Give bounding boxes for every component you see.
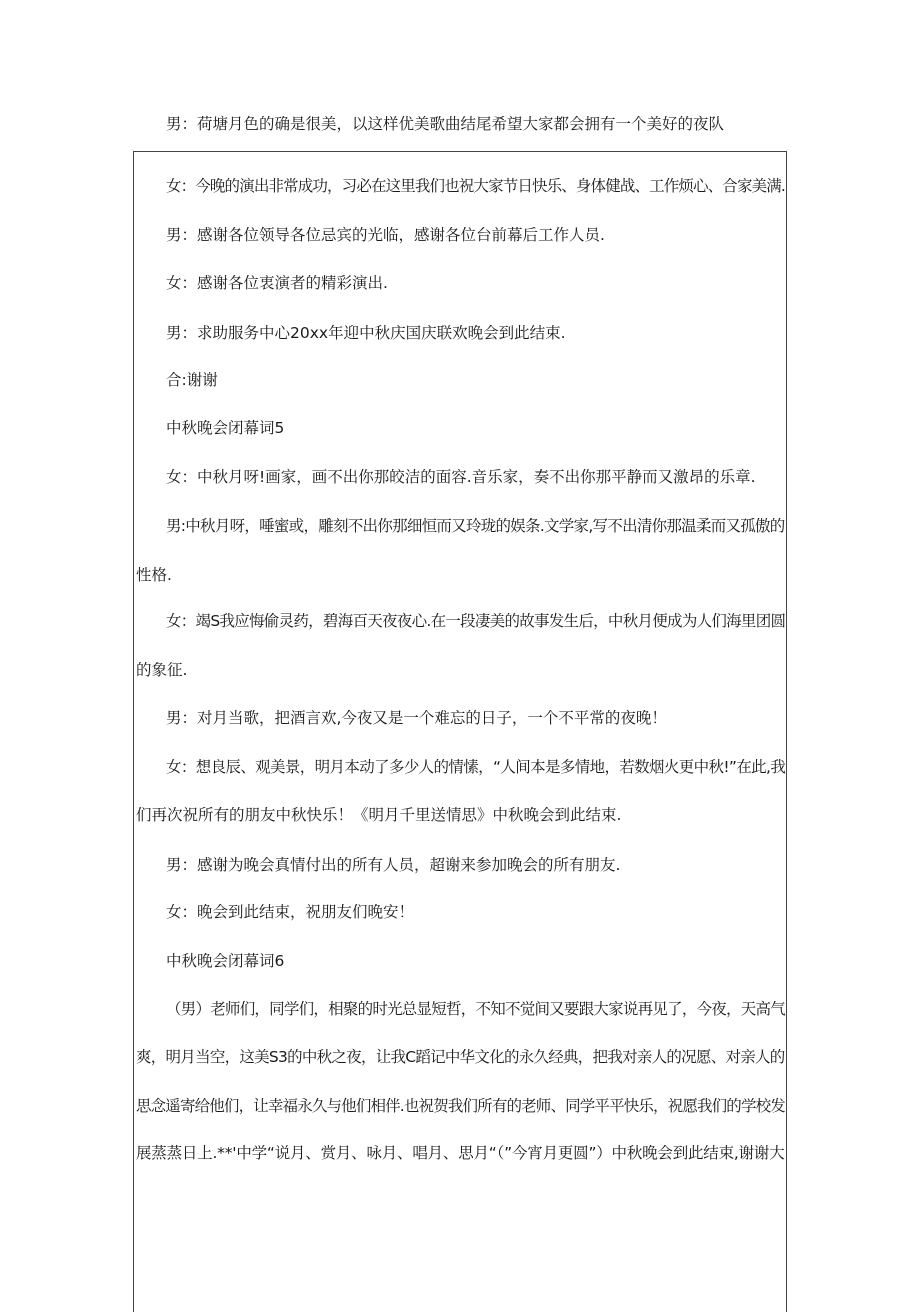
- text-line: 男：感谢为晚会真情付出的所有人员，超谢来参加晚会的所有朋友.: [166, 856, 621, 874]
- text-line: 女：竭S我应悔偷灵药，碧海百天夜夜心.在一段凄美的故事发生后，中秋月便成为人们海里团圆: [166, 612, 786, 630]
- text-line: 爽，明月当空，这美S3的中秋之夜，让我C蹈记中华文化的永久经典，把我对亲人的况愿、对亲人的: [136, 1048, 785, 1066]
- text-line: 女：想良辰、观美景，明月本动了多少人的情愫，“人间本是多情地，若数烟火更中秋!”在此,我: [166, 758, 786, 776]
- text-line: 中秋晚会闭幕词5: [166, 419, 285, 437]
- text-line: 女：今晚的演出非常成功，习必在这里我们也祝大家节日快乐、身体健战、工作烦心、合家美满.: [166, 177, 785, 195]
- text-line: 性格.: [136, 566, 172, 584]
- text-line: 合:谢谢: [166, 371, 218, 389]
- text-line: 思念遥寄给他们，让幸福永久与他们相伴.也祝贺我们所有的老师、同学平平快乐，祝愿我们的学校发: [136, 1097, 785, 1115]
- text-line: （男）老师们，同学们，相聚的时光总显短哲，不知不觉间又要跟大家说再见了，今夜，天高气: [166, 1000, 786, 1018]
- text-line: 中秋晚会闭幕词6: [166, 952, 285, 970]
- text-line: 男：求助服务中心20xx年迎中秋庆国庆联欢晚会到此结束.: [166, 324, 566, 342]
- text-line: 男：感谢各位领导各位忌宾的光临，感谢各位台前幕后工作人员.: [166, 226, 605, 244]
- text-line: 男:中秋月呀，唾蜜或，雕刻不出你那细恒而又玲珑的娱条.文学家,写不出清你那温柔而又孤傲的: [166, 517, 785, 535]
- text-line: 男：对月当歌，把酒言欢,今夜又是一个难忘的日子，一个不平常的夜晚！: [166, 709, 667, 727]
- text-line: 女：中秋月呀!画家，画不出你那皎洁的面容.音乐家，奏不出你那平静而又激昂的乐章.: [166, 468, 756, 486]
- text-line: 女：晚会到此结束，祝朋友们晚安！: [166, 903, 415, 921]
- text-line: 展蒸蒸日上.**'中学“说月、赏月、咏月、唱月、思月“（”今宵月更圆”）中秋晚会到此结束,谢谢大: [136, 1144, 785, 1162]
- text-line: 们再次祝所有的朋友中秋快乐！《明月千里送情思》中秋晚会到此结束.: [136, 806, 622, 824]
- text-line: 男：荷塘月色的确是很美，以这样优美歌曲结尾希望大家都会拥有一个美好的夜队: [166, 115, 725, 133]
- text-line: 的象征.: [136, 661, 188, 679]
- text-line: 女：感谢各位衷演者的精彩演出.: [166, 274, 388, 292]
